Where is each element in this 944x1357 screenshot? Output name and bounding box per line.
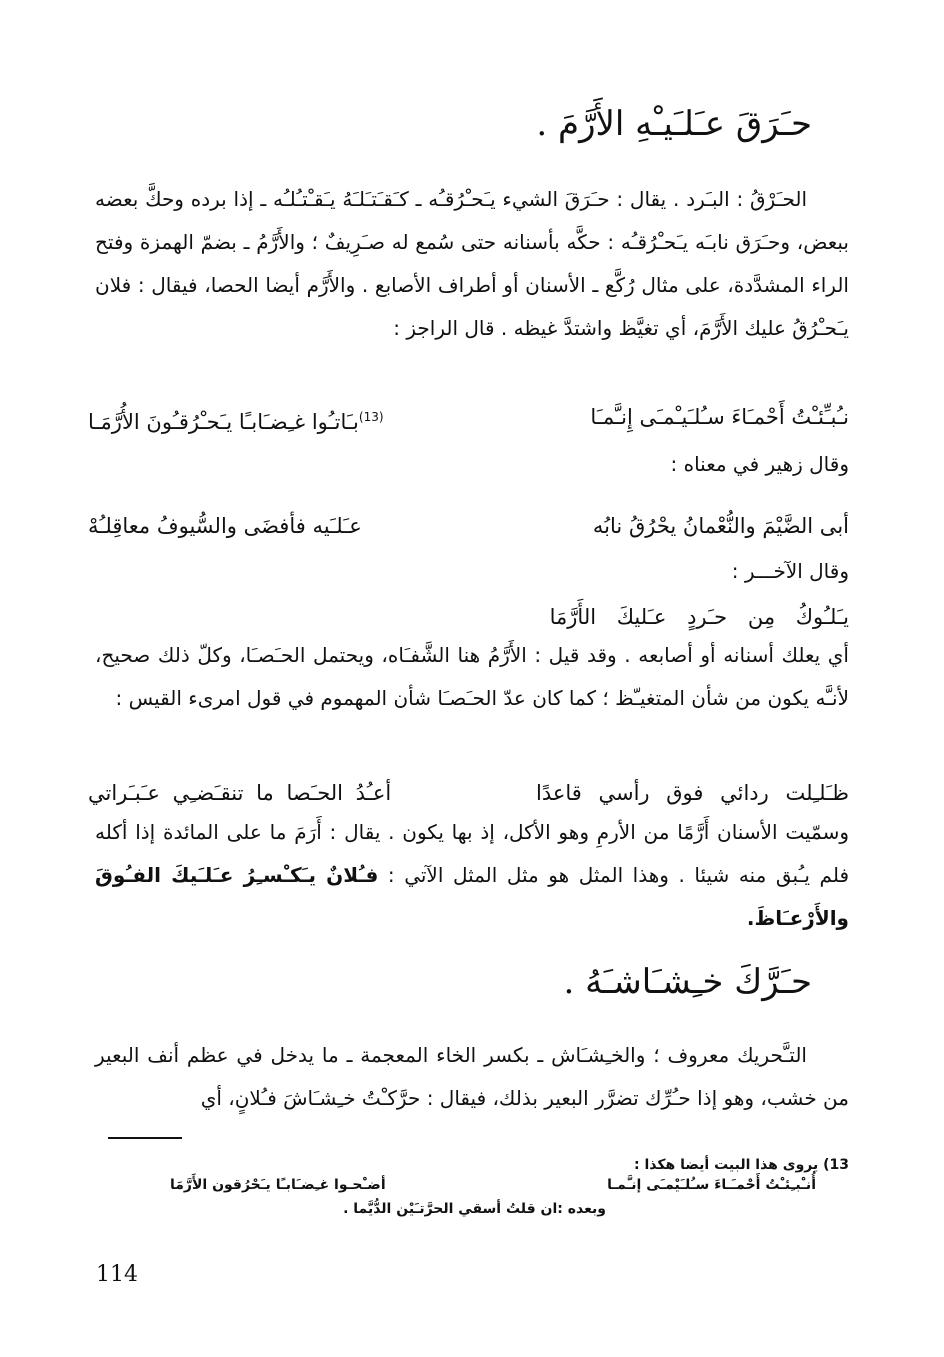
- text-line: وقال زهير في معناه :: [670, 452, 849, 476]
- verse-hemistich-first: أبى الضَّيْمَ والنُّعْمانُ يحْرُقُ نابُه: [592, 514, 849, 538]
- verse-line: [88, 396, 849, 439]
- verse-hemistich-second: [88, 396, 384, 444]
- verse-line: [88, 772, 849, 815]
- footnote-hemistich-first: أُنـْبـِئـْتُ أَحْمـَـاءَ سـُلـَيْمـَى إنـَّمـا: [607, 1177, 816, 1193]
- verse-line: [88, 596, 849, 639]
- verse-line: [88, 505, 849, 548]
- paragraph: أي يعلك أسنانه أو أصابعه . وقد قيل : الأَرَّمُ هنا الشَّفـَاه، ويحتمل الحـَصـَا، وكلّ ذلك صحيح، لأنـَّه يكون من شأن المتغيـّظ ؛ كما كان عدّ الحـَصـَا شأن المهموم في قول امرىء القيس :: [95, 643, 849, 710]
- section-heading: حـَرَّكَ خـِشـَاشـَهُ .: [563, 962, 812, 1002]
- verse-hemistich-first: ظـَلـِلت ردائي فوق رأسي قاعدًا: [536, 781, 849, 805]
- text-line: وقال الآخـــر :: [731, 559, 849, 583]
- footnote-hemistich-second: أضـْحـوا غـِضـَابـًا يـَحْرُقون الأَرَّمَا: [170, 1177, 386, 1193]
- paragraph: [95, 811, 849, 940]
- footnote-marker: (13): [358, 410, 384, 424]
- footnote-text: 13) يروى هذا البيت أيضا هكذا :: [634, 1157, 849, 1173]
- footnote-text: وبعده :ان قلتُ أسقي الحرَّتـَيْن الدُّيَّما .: [343, 1201, 606, 1217]
- section-heading: حـَرَقَ عـَلـَيـْهِ الأَرَّمَ .: [536, 104, 812, 144]
- verse-line-text: يـَلـُوكُ مِن حـَردٍ عـَليكَ الأَرَّمَا: [549, 605, 849, 629]
- paragraph-text: وسمّيت الأسنان أَرَّمًا من الأرمِ وهو الأكل، إذ بها يكون . يقال : أَرَمَ ما على المائدة إذا أكله فلم يـُبق منه شيئا . وهذا المثل هو مثل المثل الآتي :: [95, 820, 850, 887]
- verse-hemistich-first: نـُبـِّئـْتُ أَحْمـَاءَ سـُلـَيـْمـَى إِنـَّمـَا: [590, 405, 849, 429]
- verse-hemistich-text: بـَاتـُوا غـِضـَابـًا يـَحـْرُقـُونَ الأُرَّمَـا: [88, 410, 359, 434]
- proverb-text: فـُلانٌ يـَكـْسـِرُ عـَلـَيكَ الفـُوقَ والأَرْعـَاظَ.: [95, 863, 849, 930]
- paragraph: التـَّحريك معروف ؛ والخـِشـَاش ـ بكسر الخاء المعجمة ـ ما يدخل في عظم أنف البعير من خشب، وهو إذا حـُرِّك تضرَّر البعير بذلك، فيقال : حرَّكـْتُ خـِشـَاشَ فـُلانٍ، أي: [95, 1043, 849, 1110]
- footnote-separator: [108, 1137, 182, 1139]
- page-number: 114: [96, 1262, 138, 1287]
- verse-hemistich-second: عـَلـَيه فأفضَى والسُّيوفُ معاقِلـُهْ: [88, 514, 362, 538]
- paragraph: الحـَرْقُ : البـَرد . يقال : حـَرَقَ الشيء يـَحـْرُقـُه ـ كـَقـَتـَلـَهُ يـَقـْتـُلـُه ـ إذا برده وحكَّ بعضه ببعض، وحـَرَق نابـَه يـَحـْرُقـُه : حكَّه بأسنانه حتى سُمع له صـَرِيفٌ ؛ والأَرَّمُ ـ بضمّ الهمزة وفتح الراء المشدَّدة، على مثال رُكَّع ـ الأسنان أو أطراف الأصابع . والأَرَّم أيضا الحصا، فيقال : فلان يـَحـْرُقُ عليك الأَرَّمَ، أي تغيَّظ واشتدَّ غيظه . قال الراجز :: [95, 187, 849, 340]
- verse-hemistich-second: أعـُدُ الحـَصا ما تنقـَضـِي عـَبـَراتي: [88, 781, 392, 805]
